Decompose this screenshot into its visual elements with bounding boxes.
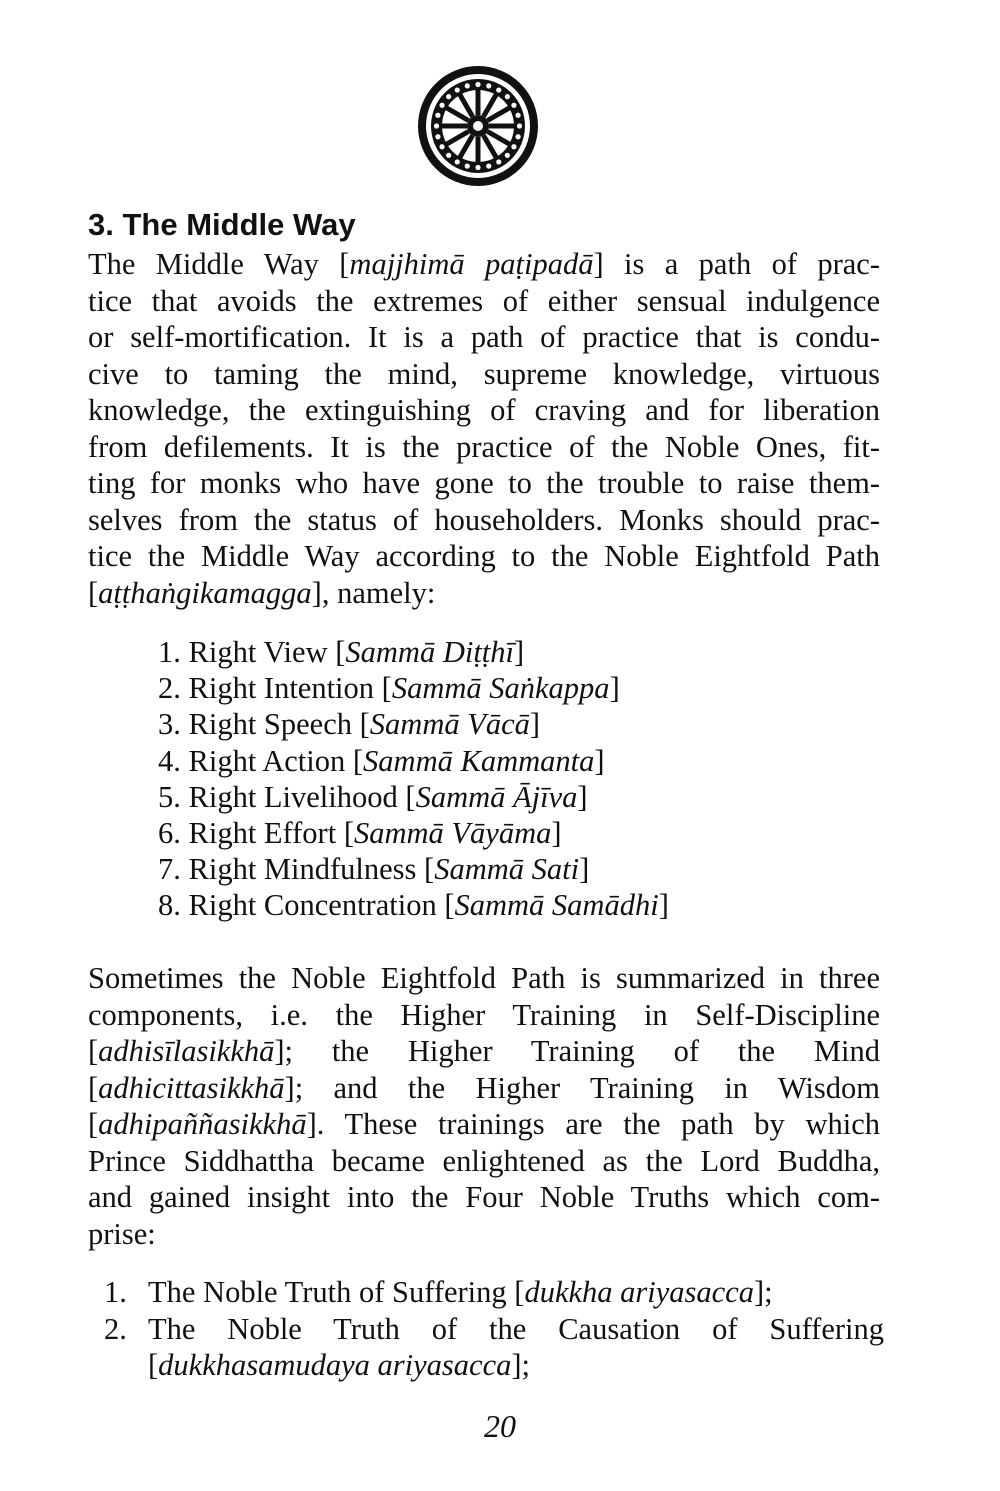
item-number: 2. (158, 671, 181, 706)
text-run: or self-mortification. It is a path of practice that is condu- (88, 320, 880, 354)
text-run: The Noble Truth of the Causation of Suffering (148, 1311, 884, 1346)
text-line (88, 538, 880, 575)
item-name: Right Concentration (188, 888, 437, 923)
text-run: components, i.e. the Higher Training in Self-Discipline (88, 997, 880, 1032)
text-run: The Noble Truth of Suffering [ (148, 1275, 525, 1309)
text-line (88, 960, 880, 997)
text-run: ]; and the Higher Training in Wisdom (284, 1070, 880, 1105)
pali-term: Sammā Sati (434, 852, 580, 887)
text-line (88, 319, 880, 356)
text-line (88, 997, 880, 1034)
pali-term: Sammā Diṭṭhī (345, 635, 515, 669)
noble-truth-item (104, 1311, 884, 1384)
text-run: The Middle Way [ (88, 247, 350, 281)
noble-truths-list (104, 1274, 884, 1384)
text-line (88, 283, 880, 320)
item-number: 1. (104, 1275, 127, 1309)
item-name: Right Mindfulness (188, 852, 417, 887)
text-run: ]. These trainings are the path by which (306, 1107, 880, 1141)
page-number: 20 (484, 1408, 516, 1444)
text-line (88, 1106, 880, 1143)
item-number: 5. (158, 779, 181, 814)
text-run: ]; the Higher Training of the Mind (274, 1034, 880, 1068)
pali-term: dukkhasamudaya ariyasacca (158, 1348, 512, 1382)
text-run: prise: (88, 1216, 156, 1251)
text-run: ]; (753, 1275, 773, 1309)
text-line (88, 246, 880, 283)
item-number: 8. (158, 888, 181, 923)
item-name: Right Speech (188, 707, 352, 742)
text-run: knowledge, the extinguishing of craving and for liberation (88, 393, 880, 427)
path-item: 3. Right Speech [Sammā Vācā] (158, 707, 541, 742)
item-name: Right Effort (188, 816, 337, 851)
text-line (88, 1070, 880, 1107)
text-run: [ (148, 1348, 159, 1382)
section-heading: 3. The Middle Way (88, 207, 356, 242)
item-name: Right Action (188, 743, 346, 778)
pali-term: adhicittasikkhā (98, 1070, 285, 1105)
text-line (88, 356, 880, 393)
text-run: tice that avoids the extremes of either sensual indulgence (88, 283, 880, 318)
summary-paragraph (88, 960, 880, 1252)
item-number: 7. (158, 852, 181, 887)
item-number: 4. (158, 743, 181, 778)
text-run: Prince Siddhattha became enlightened as the Lord Buddha, (88, 1143, 880, 1178)
text-run: from defilements. It is the practice of the Noble Ones, fit- (88, 429, 880, 464)
path-item: 4. Right Action [Sammā Kammanta] (158, 743, 605, 778)
pali-term: Sammā Saṅkappa (391, 671, 610, 706)
item-name: Right Intention (188, 671, 375, 706)
text-line (88, 1216, 880, 1253)
path-item: 1. Right View [Sammā Diṭṭhī] (158, 635, 525, 669)
item-name: Right View (188, 635, 328, 669)
path-item: 6. Right Effort [Sammā Vāyāma] (158, 816, 562, 851)
pali-term: Sammā Ājīva (415, 779, 578, 814)
text-run: ]; (511, 1348, 531, 1382)
text-run: [ (88, 1034, 99, 1068)
path-item: 2. Right Intention [Sammā Saṅkappa] (158, 671, 620, 706)
pali-term: majjhimā paṭipadā (349, 247, 594, 281)
text-line (88, 575, 880, 612)
text-line (88, 392, 880, 429)
text-run: ting for monks who have gone to the trouble to raise them- (88, 466, 880, 500)
path-item: 7. Right Mindfulness [Sammā Sati] (158, 852, 590, 887)
text-line (88, 465, 880, 502)
eightfold-path-list (158, 634, 878, 924)
text-run: ], namely: (311, 575, 436, 610)
pali-term: adhipaññasikkhā (98, 1107, 307, 1141)
text-run: and gained insight into the Four Noble Truths which com- (88, 1180, 880, 1214)
noble-truth-item (104, 1274, 884, 1311)
pali-term: aṭṭhaṅgikamagga (98, 575, 312, 610)
text-line (88, 1033, 880, 1070)
text-run: [ (88, 575, 99, 610)
item-number: 1. (158, 635, 181, 669)
item-number: 6. (158, 816, 181, 851)
pali-term: Sammā Samādhi (454, 888, 659, 923)
pali-term: Sammā Vācā (369, 707, 530, 742)
item-name: Right Livelihood (188, 779, 398, 814)
text-run: selves from the status of householders. Monks should prac- (88, 502, 880, 537)
item-number: 3. (158, 707, 181, 742)
text-run: tice the Middle Way according to the Noble Eightfold Path (88, 539, 880, 573)
text-line (148, 1274, 884, 1311)
text-line (88, 1143, 880, 1180)
text-run: [ (88, 1070, 99, 1105)
pali-term: Sammā Kammanta (363, 743, 595, 778)
text-run: ] is a path of prac- (593, 247, 881, 281)
pali-term: dukkha ariyasacca (524, 1275, 754, 1309)
text-line (88, 429, 880, 466)
text-line (148, 1347, 884, 1384)
text-line (88, 502, 880, 539)
intro-paragraph (88, 246, 880, 611)
text-run: cive to taming the mind, supreme knowledge, virtuous (88, 356, 880, 391)
text-run: [ (88, 1107, 99, 1141)
text-run: Sometimes the Noble Eightfold Path is summarized in three (88, 961, 880, 995)
text-line (88, 1179, 880, 1216)
pali-term: Sammā Vāyāma (354, 816, 552, 851)
text-line (148, 1311, 884, 1348)
pali-term: adhisīlasikkhā (98, 1034, 275, 1068)
item-number: 2. (104, 1311, 127, 1346)
path-item: 5. Right Livelihood [Sammā Ājīva] (158, 779, 588, 814)
dharma-wheel-icon (416, 64, 540, 188)
path-item: 8. Right Concentration [Sammā Samādhi] (158, 888, 669, 923)
